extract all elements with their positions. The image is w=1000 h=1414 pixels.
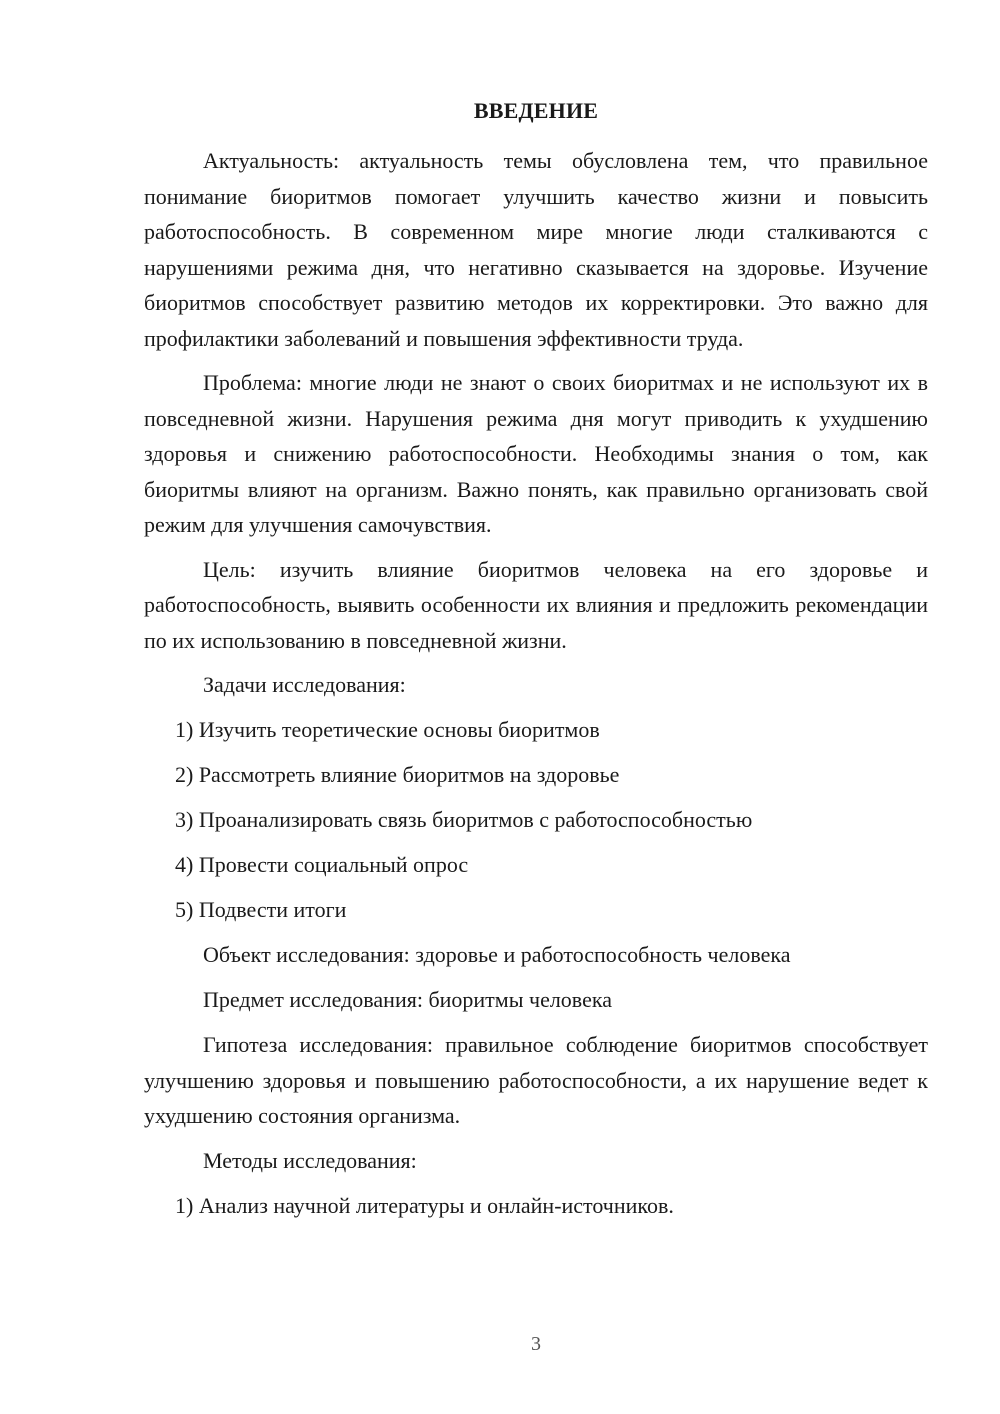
page-content <box>144 94 928 1224</box>
spacer <box>144 793 928 802</box>
spacer <box>144 1134 928 1143</box>
methods-heading: Методы исследования: <box>203 1147 417 1173</box>
paragraph-object: Объект исследования: здоровье и работоспособность человека <box>203 942 791 967</box>
list-item-task: 3) Проанализировать связь биоритмов с работоспособностью <box>175 807 753 832</box>
spacer <box>144 928 928 937</box>
paragraph-hypothesis: Гипотеза исследования: правильное соблюдение биоритмов способствует улучшению здоровья и повышению работоспособности, а их нарушение ведет к ухудшению состояния организма. <box>144 1032 928 1128</box>
paragraph-subject: Предмет исследования: биоритмы человека <box>203 987 612 1012</box>
spacer <box>144 356 928 365</box>
spacer <box>144 703 928 712</box>
spacer <box>144 973 928 982</box>
list-item-task: 2) Рассмотреть влияние биоритмов на здоровье <box>175 762 620 787</box>
spacer <box>144 838 928 847</box>
list-item-task: 4) Провести социальный опрос <box>175 852 469 877</box>
paragraph-problem: Проблема: многие люди не знают о своих биоритмах и не используют их в повседневной жизни. Нарушения режима дня могут приводить к ухудшению здоровья и снижению работоспособности. Необходимы знания о том, как биоритмы влияют на организм. Важно понять, как правильно организовать свой режим для улучшения самочувствия. <box>144 370 928 537</box>
spacer <box>144 883 928 892</box>
spacer <box>144 658 928 667</box>
tasks-heading: Задачи исследования: <box>203 672 406 697</box>
list-item-task: 1) Изучить теоретические основы биоритмов <box>175 717 600 742</box>
spacer <box>144 128 928 143</box>
spacer <box>144 543 928 552</box>
page-number: 3 <box>531 1333 541 1355</box>
paragraph-relevance: Актуальность: актуальность темы обусловлена тем, что правильное понимание биоритмов помогает улучшить качество жизни и повысить работоспособность. В современном мире многие люди сталкиваются с нарушениями режима дня, что негативно сказывается на здоровье. Изучение биоритмов способствует развитию методов их корректировки. Это важно для профилактики заболеваний и повышения эффективности труда. <box>144 148 928 351</box>
spacer <box>144 1179 928 1188</box>
section-title: ВВЕДЕНИЕ <box>473 98 599 123</box>
list-item-method: 1) Анализ научной литературы и онлайн-источников. <box>175 1192 674 1218</box>
paragraph-goal: Цель: изучить влияние биоритмов человека на его здоровье и работоспособность, выявить особенности их влияния и предложить рекомендации по их использованию в повседневной жизни. <box>144 556 928 653</box>
spacer <box>144 748 928 757</box>
spacer <box>144 1018 928 1027</box>
list-item-task: 5) Подвести итоги <box>175 897 347 922</box>
